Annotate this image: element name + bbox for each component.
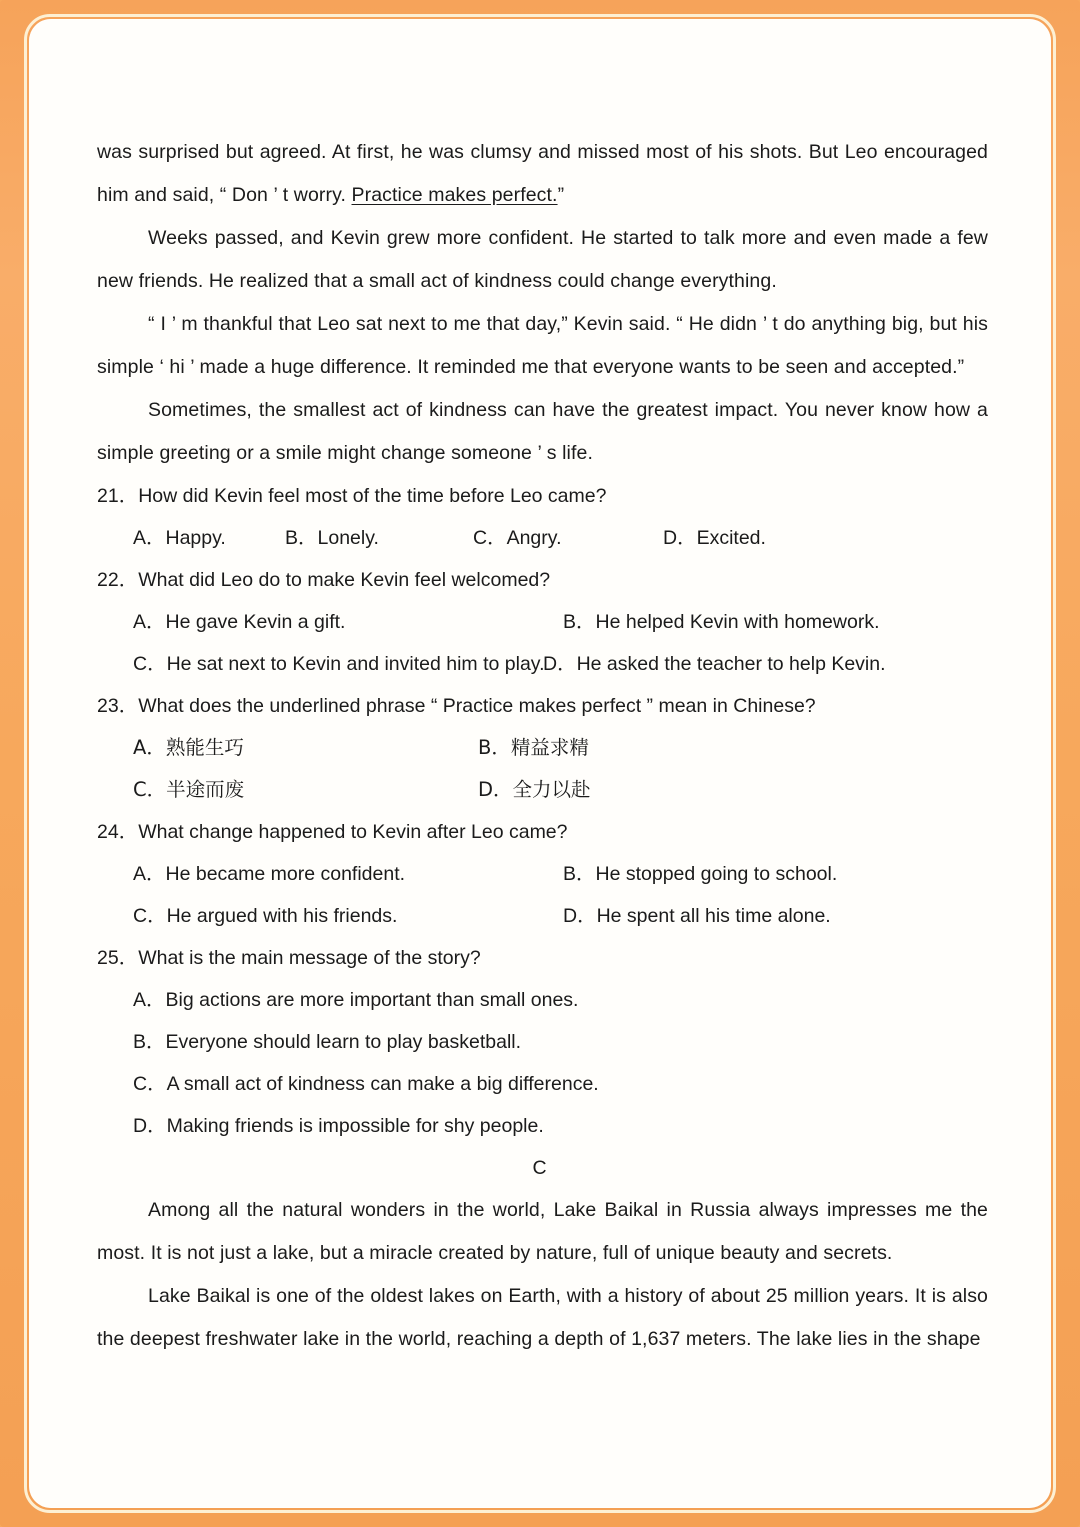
option-23-a[interactable]: A．熟能生巧 xyxy=(133,736,244,759)
question-24 xyxy=(97,811,988,853)
paragraph-b3: “ I ’ m thankful that Leo sat next to me that day,” Kevin said. “ He didn ’ t do anything big, but his simple ‘ hi ’ made a huge difference. It reminded me that everyone wants to be seen and accepted.” xyxy=(97,313,988,378)
passage-c-letter: C xyxy=(532,1157,547,1179)
option-25-c[interactable]: C．A small act of kindness can make a big difference. xyxy=(133,1073,599,1095)
option-23-d[interactable]: D．全力以赴 xyxy=(478,778,591,801)
option-23-c[interactable]: C．半途而废 xyxy=(133,778,245,801)
question-21 xyxy=(97,475,988,517)
question-25-number: 25． xyxy=(97,947,139,969)
question-22 xyxy=(97,559,988,601)
option-22-a[interactable]: A．He gave Kevin a gift. xyxy=(133,611,346,633)
question-24-number: 24． xyxy=(97,821,139,843)
option-21-d[interactable]: D．Excited. xyxy=(663,527,766,549)
paragraph-c1: Among all the natural wonders in the world, Lake Baikal in Russia always impresses me the most. It is not just a lake, but a miracle created by nature, full of unique beauty and secrets. xyxy=(97,1199,988,1264)
question-23-options-row1 xyxy=(97,727,988,769)
question-22-options-row1 xyxy=(97,601,988,643)
question-23-options-row2 xyxy=(97,769,988,811)
question-23-number: 23． xyxy=(97,695,139,717)
question-24-options-row1 xyxy=(97,853,988,895)
option-24-d[interactable]: D．He spent all his time alone. xyxy=(563,905,831,927)
question-24-stem: What change happened to Kevin after Leo came? xyxy=(138,821,568,843)
option-23-b[interactable]: B．精益求精 xyxy=(478,736,589,759)
option-25-b[interactable]: B．Everyone should learn to play basketball. xyxy=(133,1031,522,1053)
question-25-stem: What is the main message of the story? xyxy=(138,947,481,969)
question-22-stem: What did Leo do to make Kevin feel welcomed? xyxy=(138,569,551,591)
option-22-b[interactable]: B．He helped Kevin with homework. xyxy=(563,611,880,633)
option-21-a[interactable]: A．Happy. xyxy=(133,527,226,549)
paragraph-b1 xyxy=(97,131,988,217)
question-24-options-row2 xyxy=(97,895,988,937)
question-23-stem: What does the underlined phrase “ Practice makes perfect ” mean in Chinese? xyxy=(138,695,816,717)
option-24-a[interactable]: A．He became more confident. xyxy=(133,863,406,885)
question-22-number: 22． xyxy=(97,569,139,591)
document-page xyxy=(29,19,1051,1508)
paragraph-b2: Weeks passed, and Kevin grew more confident. He started to talk more and even made a few new friends. He realized that a small act of kindness could change everything. xyxy=(97,227,988,292)
question-21-number: 21． xyxy=(97,485,139,507)
underlined-phrase: Practice makes perfect. xyxy=(351,184,558,206)
question-21-stem: How did Kevin feel most of the time before Leo came? xyxy=(138,485,607,507)
question-21-options xyxy=(97,517,988,559)
option-24-b[interactable]: B．He stopped going to school. xyxy=(563,863,838,885)
paragraph-b1-after: ” xyxy=(557,184,565,206)
option-25-a[interactable]: A．Big actions are more important than small ones. xyxy=(133,989,579,1011)
option-25-d[interactable]: D．Making friends is impossible for shy people. xyxy=(133,1115,544,1137)
question-23 xyxy=(97,685,988,727)
document-content xyxy=(97,131,988,1361)
question-25 xyxy=(97,937,988,979)
option-22-d[interactable]: D．He asked the teacher to help Kevin. xyxy=(543,653,886,675)
option-21-b[interactable]: B．Lonely. xyxy=(285,527,379,549)
question-22-options-row2 xyxy=(97,643,988,685)
paragraph-b4: Sometimes, the smallest act of kindness can have the greatest impact. You never know how a simple greeting or a smile might change someone ’ s life. xyxy=(97,399,988,464)
option-24-c[interactable]: C．He argued with his friends. xyxy=(133,905,398,927)
option-22-c[interactable]: C．He sat next to Kevin and invited him to play. xyxy=(133,653,545,675)
paragraph-c2: Lake Baikal is one of the oldest lakes on Earth, with a history of about 25 million years. It is also the deepest freshwater lake in the world, reaching a depth of 1,637 meters. The lake lies in the shape xyxy=(97,1285,988,1350)
paragraph-b1-before: was surprised but agreed. At first, he was clumsy and missed most of his shots. But Leo encouraged him and said, “ Don ’ t worry. xyxy=(97,141,988,206)
question-25-options xyxy=(97,979,988,1147)
option-21-c[interactable]: C．Angry. xyxy=(473,527,562,549)
